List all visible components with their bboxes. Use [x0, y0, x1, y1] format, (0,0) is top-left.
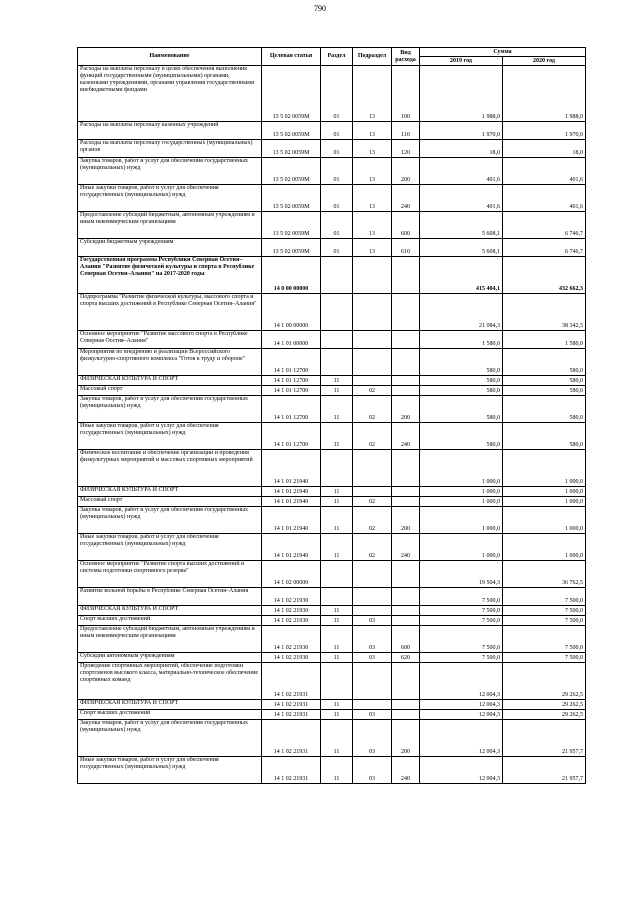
row-target: 14 1 02 21930	[262, 616, 321, 626]
row-name: Закупка товаров, работ и услуг для обеспечения государственных (муниципальных) нужд	[78, 396, 262, 423]
header-year-2019: 2019 год	[420, 57, 503, 66]
row-subsection: 02	[353, 507, 392, 534]
table-row	[78, 349, 586, 376]
table-row	[78, 185, 586, 212]
row-name: Субсидии бюджетным учреждениям	[78, 239, 262, 257]
header-amount: Сумма	[420, 48, 586, 57]
row-expense-type: 600	[392, 212, 420, 239]
row-amount-2019: 580,0	[420, 386, 503, 396]
row-section: 01	[321, 140, 353, 158]
row-section: 11	[321, 720, 353, 757]
row-amount-2020: 580,0	[503, 396, 586, 423]
row-amount-2019: 12 004,3	[420, 710, 503, 720]
row-name: Развитие вольной борьбы в Республике Северная Осетия–Алания	[78, 588, 262, 606]
row-amount-2019: 12 004,3	[420, 757, 503, 784]
row-target: 14 1 01 21940	[262, 450, 321, 487]
row-amount-2020: 580,0	[503, 376, 586, 386]
row-name: Иные закупки товаров, работ и услуг для обеспечения государственных (муниципальных) нужд	[78, 534, 262, 561]
row-amount-2019: 7 500,0	[420, 626, 503, 653]
row-amount-2020: 580,0	[503, 423, 586, 450]
row-amount-2019: 401,6	[420, 185, 503, 212]
table-row	[78, 487, 586, 497]
row-expense-type	[392, 487, 420, 497]
row-subsection: 13	[353, 122, 392, 140]
row-amount-2019: 1 000,0	[420, 507, 503, 534]
table-row	[78, 616, 586, 626]
row-amount-2020: 7 500,0	[503, 588, 586, 606]
row-subsection	[353, 257, 392, 294]
row-subsection: 03	[353, 710, 392, 720]
row-target: 14 1 02 21930	[262, 606, 321, 616]
row-amount-2020: 7 500,0	[503, 616, 586, 626]
row-amount-2020: 401,6	[503, 185, 586, 212]
row-expense-type	[392, 257, 420, 294]
row-section: 11	[321, 757, 353, 784]
row-amount-2019: 1 970,0	[420, 122, 503, 140]
row-subsection	[353, 606, 392, 616]
row-name: Массовый спорт	[78, 497, 262, 507]
row-amount-2020: 38 342,5	[503, 294, 586, 331]
row-section: 11	[321, 396, 353, 423]
row-amount-2019: 5 608,1	[420, 212, 503, 239]
row-subsection	[353, 294, 392, 331]
row-subsection	[353, 487, 392, 497]
row-expense-type	[392, 663, 420, 700]
table-row	[78, 376, 586, 386]
row-subsection: 03	[353, 653, 392, 663]
row-section: 11	[321, 653, 353, 663]
row-amount-2020: 1 580,0	[503, 331, 586, 349]
table-row	[78, 534, 586, 561]
row-amount-2020: 6 746,7	[503, 212, 586, 239]
row-expense-type	[392, 616, 420, 626]
row-expense-type: 200	[392, 507, 420, 534]
row-expense-type	[392, 710, 420, 720]
row-expense-type: 120	[392, 140, 420, 158]
row-section: 11	[321, 606, 353, 616]
row-section	[321, 257, 353, 294]
row-target: 14 1 01 12700	[262, 386, 321, 396]
row-expense-type: 200	[392, 158, 420, 185]
row-target: 14 1 01 00000	[262, 331, 321, 349]
row-expense-type	[392, 606, 420, 616]
row-name: ФИЗИЧЕСКАЯ КУЛЬТУРА И СПОРТ	[78, 700, 262, 710]
row-name: Основное мероприятие "Развитие спорта высших достижений и системы подготовки спортивного резерва"	[78, 561, 262, 588]
row-name: Расходы на выплаты персоналу государственных (муниципальных) органов	[78, 140, 262, 158]
row-subsection: 13	[353, 158, 392, 185]
row-section	[321, 294, 353, 331]
table-row	[78, 720, 586, 757]
row-subsection	[353, 663, 392, 700]
row-target: 14 1 02 21931	[262, 757, 321, 784]
row-subsection: 13	[353, 239, 392, 257]
table-row	[78, 140, 586, 158]
row-amount-2019: 580,0	[420, 423, 503, 450]
row-subsection	[353, 588, 392, 606]
row-amount-2020: 580,0	[503, 386, 586, 396]
row-subsection: 13	[353, 140, 392, 158]
row-expense-type: 610	[392, 239, 420, 257]
row-target: 14 1 02 21931	[262, 710, 321, 720]
row-amount-2020: 1 000,0	[503, 450, 586, 487]
row-target: 14 1 01 12700	[262, 423, 321, 450]
row-section	[321, 588, 353, 606]
row-amount-2019: 1 000,0	[420, 450, 503, 487]
row-expense-type	[392, 294, 420, 331]
row-name: ФИЗИЧЕСКАЯ КУЛЬТУРА И СПОРТ	[78, 606, 262, 616]
row-amount-2020: 401,6	[503, 158, 586, 185]
row-expense-type	[392, 497, 420, 507]
row-amount-2019: 7 500,0	[420, 616, 503, 626]
row-amount-2020: 1 000,0	[503, 507, 586, 534]
row-amount-2020: 7 500,0	[503, 626, 586, 653]
row-section	[321, 561, 353, 588]
row-amount-2020: 36 762,5	[503, 561, 586, 588]
row-amount-2019: 7 500,0	[420, 653, 503, 663]
row-target: 13 5 02 0059М	[262, 158, 321, 185]
page-number: 790	[314, 4, 326, 13]
table-row	[78, 507, 586, 534]
row-amount-2019: 18,0	[420, 140, 503, 158]
row-amount-2019: 21 084,3	[420, 294, 503, 331]
row-subsection	[353, 450, 392, 487]
table-row	[78, 710, 586, 720]
row-target: 13 5 02 0059М	[262, 185, 321, 212]
row-expense-type: 240	[392, 185, 420, 212]
row-amount-2020: 29 262,5	[503, 700, 586, 710]
row-section: 11	[321, 376, 353, 386]
row-amount-2019: 5 608,1	[420, 239, 503, 257]
row-amount-2019: 19 504,3	[420, 561, 503, 588]
row-target: 14 0 00 00000	[262, 257, 321, 294]
row-section	[321, 349, 353, 376]
row-subsection: 13	[353, 66, 392, 122]
row-amount-2019: 580,0	[420, 349, 503, 376]
row-target: 13 5 02 0059М	[262, 239, 321, 257]
row-section: 11	[321, 534, 353, 561]
row-amount-2020: 21 957,7	[503, 720, 586, 757]
row-section: 11	[321, 626, 353, 653]
row-name: Спорт высших достижений	[78, 710, 262, 720]
row-amount-2020: 580,0	[503, 349, 586, 376]
row-subsection: 03	[353, 720, 392, 757]
row-amount-2019: 1 000,0	[420, 534, 503, 561]
row-target: 14 1 02 21930	[262, 626, 321, 653]
row-amount-2019: 7 500,0	[420, 588, 503, 606]
row-name: Физическое воспитание и обеспечение организации и проведения физкультурных мероприятий и массовых спортивных мероприятий	[78, 450, 262, 487]
row-section	[321, 663, 353, 700]
row-name: Спорт высших достижений	[78, 616, 262, 626]
row-section: 11	[321, 487, 353, 497]
table-row	[78, 561, 586, 588]
header-year-2020: 2020 год	[503, 57, 586, 66]
row-expense-type	[392, 588, 420, 606]
table-row	[78, 212, 586, 239]
row-target: 14 1 00 00000	[262, 294, 321, 331]
row-name: Расходы на выплаты персоналу в целях обеспечения выполнения функций государственными (муниципальными) органами, казенными учреждениями, органами управления государственными внебюджетными фондами	[78, 66, 262, 122]
row-subsection: 02	[353, 386, 392, 396]
table-row	[78, 588, 586, 606]
row-amount-2019: 12 004,3	[420, 720, 503, 757]
row-target: 14 1 02 21931	[262, 663, 321, 700]
row-name: Проведение спортивных мероприятий, обеспечение подготовки спортсменов высокого класса, материально-техническое обеспечение спортивных команд	[78, 663, 262, 700]
row-target: 14 1 01 21940	[262, 534, 321, 561]
table-header	[78, 48, 586, 66]
row-section: 01	[321, 239, 353, 257]
row-expense-type: 200	[392, 396, 420, 423]
row-section: 11	[321, 497, 353, 507]
row-expense-type	[392, 349, 420, 376]
row-subsection	[353, 561, 392, 588]
row-section: 11	[321, 710, 353, 720]
row-amount-2020: 1 970,0	[503, 122, 586, 140]
row-expense-type	[392, 450, 420, 487]
header-name: Наименование	[78, 48, 262, 66]
row-subsection	[353, 331, 392, 349]
table-row	[78, 396, 586, 423]
row-target: 14 1 01 12700	[262, 349, 321, 376]
row-name: Закупка товаров, работ и услуг для обеспечения государственных (муниципальных) нужд	[78, 720, 262, 757]
row-target: 14 1 01 21940	[262, 487, 321, 497]
row-amount-2020: 432 662,3	[503, 257, 586, 294]
row-section: 01	[321, 66, 353, 122]
row-target: 13 5 02 0059М	[262, 66, 321, 122]
table-row	[78, 386, 586, 396]
row-name: Мероприятия по внедрению и реализации Всероссийского физкультурно-спортивного комплекса "Готов к труду и обороне"	[78, 349, 262, 376]
table-row	[78, 239, 586, 257]
table-row	[78, 122, 586, 140]
row-section: 11	[321, 616, 353, 626]
row-subsection: 02	[353, 423, 392, 450]
row-name: ФИЗИЧЕСКАЯ КУЛЬТУРА И СПОРТ	[78, 376, 262, 386]
row-expense-type: 620	[392, 653, 420, 663]
row-target: 14 1 02 21930	[262, 588, 321, 606]
row-section: 11	[321, 507, 353, 534]
header-expense-type: Вид расхода	[392, 48, 420, 66]
row-target: 13 5 02 0059М	[262, 212, 321, 239]
row-section	[321, 450, 353, 487]
row-expense-type	[392, 700, 420, 710]
header-target: Целевая статья	[262, 48, 321, 66]
row-name: Иные закупки товаров, работ и услуг для обеспечения государственных (муниципальных) нужд	[78, 423, 262, 450]
row-amount-2020: 29 262,5	[503, 710, 586, 720]
row-name: Основное мероприятие "Развитие массового спорта в Республике Северная Осетия–Алания"	[78, 331, 262, 349]
row-amount-2020: 21 957,7	[503, 757, 586, 784]
row-subsection	[353, 376, 392, 386]
row-name: Массовый спорт	[78, 386, 262, 396]
table-row	[78, 606, 586, 616]
header-subsection: Подраздел	[353, 48, 392, 66]
row-section: 11	[321, 700, 353, 710]
row-expense-type: 600	[392, 626, 420, 653]
row-amount-2019: 7 500,0	[420, 606, 503, 616]
table-row	[78, 663, 586, 700]
row-subsection: 13	[353, 212, 392, 239]
row-target: 14 1 01 12700	[262, 396, 321, 423]
row-name: Подпрограмма "Развитие физической культуры, массового спорта и спорта высших достижений в Республике Северная Осетия–Алания"	[78, 294, 262, 331]
table-row	[78, 423, 586, 450]
budget-table	[77, 47, 586, 784]
row-expense-type: 240	[392, 423, 420, 450]
row-name: Иные закупки товаров, работ и услуг для обеспечения государственных (муниципальных) нужд	[78, 185, 262, 212]
row-section: 01	[321, 122, 353, 140]
row-name: Предоставление субсидий бюджетным, автономным учреждениям и иным некоммерческим организациям	[78, 626, 262, 653]
row-target: 14 1 02 21931	[262, 720, 321, 757]
row-expense-type: 240	[392, 757, 420, 784]
row-section: 01	[321, 185, 353, 212]
row-subsection: 02	[353, 497, 392, 507]
row-amount-2020: 1 000,0	[503, 487, 586, 497]
row-section: 11	[321, 423, 353, 450]
row-amount-2019: 401,6	[420, 158, 503, 185]
row-amount-2019: 1 988,0	[420, 66, 503, 122]
table-row	[78, 700, 586, 710]
row-amount-2020: 7 500,0	[503, 653, 586, 663]
row-target: 14 1 01 21940	[262, 507, 321, 534]
row-subsection: 02	[353, 396, 392, 423]
row-target: 13 5 02 0059М	[262, 140, 321, 158]
row-amount-2019: 12 004,3	[420, 700, 503, 710]
row-amount-2019: 1 000,0	[420, 497, 503, 507]
row-amount-2019: 415 404,1	[420, 257, 503, 294]
header-section: Раздел	[321, 48, 353, 66]
table-row	[78, 757, 586, 784]
row-expense-type	[392, 376, 420, 386]
row-name: Расходы на выплаты персоналу казенных учреждений	[78, 122, 262, 140]
row-subsection	[353, 700, 392, 710]
row-subsection: 03	[353, 626, 392, 653]
row-expense-type	[392, 561, 420, 588]
row-expense-type	[392, 386, 420, 396]
row-section: 01	[321, 158, 353, 185]
table-row	[78, 626, 586, 653]
row-amount-2019: 580,0	[420, 396, 503, 423]
table-row	[78, 653, 586, 663]
row-subsection: 03	[353, 757, 392, 784]
row-name: Предоставление субсидий бюджетным, автономным учреждениям и иным некоммерческим организациям	[78, 212, 262, 239]
row-amount-2020: 6 746,7	[503, 239, 586, 257]
row-amount-2020: 1 988,0	[503, 66, 586, 122]
row-subsection: 13	[353, 185, 392, 212]
row-name: Закупка товаров, работ и услуг для обеспечения государственных (муниципальных) нужд	[78, 158, 262, 185]
table-row	[78, 331, 586, 349]
row-target: 14 1 02 21930	[262, 653, 321, 663]
row-amount-2019: 1 000,0	[420, 487, 503, 497]
row-section: 01	[321, 212, 353, 239]
row-expense-type	[392, 331, 420, 349]
row-amount-2020: 29 262,5	[503, 663, 586, 700]
table-row	[78, 497, 586, 507]
table-row	[78, 158, 586, 185]
row-name: ФИЗИЧЕСКАЯ КУЛЬТУРА И СПОРТ	[78, 487, 262, 497]
table-body	[78, 66, 586, 784]
row-name: Закупка товаров, работ и услуг для обеспечения государственных (муниципальных) нужд	[78, 507, 262, 534]
row-subsection: 02	[353, 534, 392, 561]
row-subsection: 03	[353, 616, 392, 626]
row-section	[321, 331, 353, 349]
row-expense-type: 100	[392, 66, 420, 122]
row-name: Субсидии автономным учреждениям	[78, 653, 262, 663]
row-expense-type: 200	[392, 720, 420, 757]
row-expense-type: 240	[392, 534, 420, 561]
row-subsection	[353, 349, 392, 376]
row-target: 14 1 01 12700	[262, 376, 321, 386]
row-target: 13 5 02 0059М	[262, 122, 321, 140]
row-amount-2020: 1 000,0	[503, 497, 586, 507]
row-amount-2019: 1 580,0	[420, 331, 503, 349]
row-name: Государственная программа Республики Северная Осетия–Алания "Развитие физической культуры и спорта в Республике Северная Осетия–Алания" на 2017-2020 годы	[78, 257, 262, 294]
row-target: 14 1 02 21931	[262, 700, 321, 710]
table-row	[78, 294, 586, 331]
row-amount-2019: 12 004,3	[420, 663, 503, 700]
row-name: Иные закупки товаров, работ и услуг для обеспечения государственных (муниципальных) нужд	[78, 757, 262, 784]
table-row	[78, 450, 586, 487]
row-target: 14 1 02 00000	[262, 561, 321, 588]
row-amount-2020: 18,0	[503, 140, 586, 158]
table-row	[78, 257, 586, 294]
row-amount-2020: 1 000,0	[503, 534, 586, 561]
row-target: 14 1 01 21940	[262, 497, 321, 507]
row-amount-2019: 580,0	[420, 376, 503, 386]
row-amount-2020: 7 500,0	[503, 606, 586, 616]
row-expense-type: 110	[392, 122, 420, 140]
row-section: 11	[321, 386, 353, 396]
table-row	[78, 66, 586, 122]
